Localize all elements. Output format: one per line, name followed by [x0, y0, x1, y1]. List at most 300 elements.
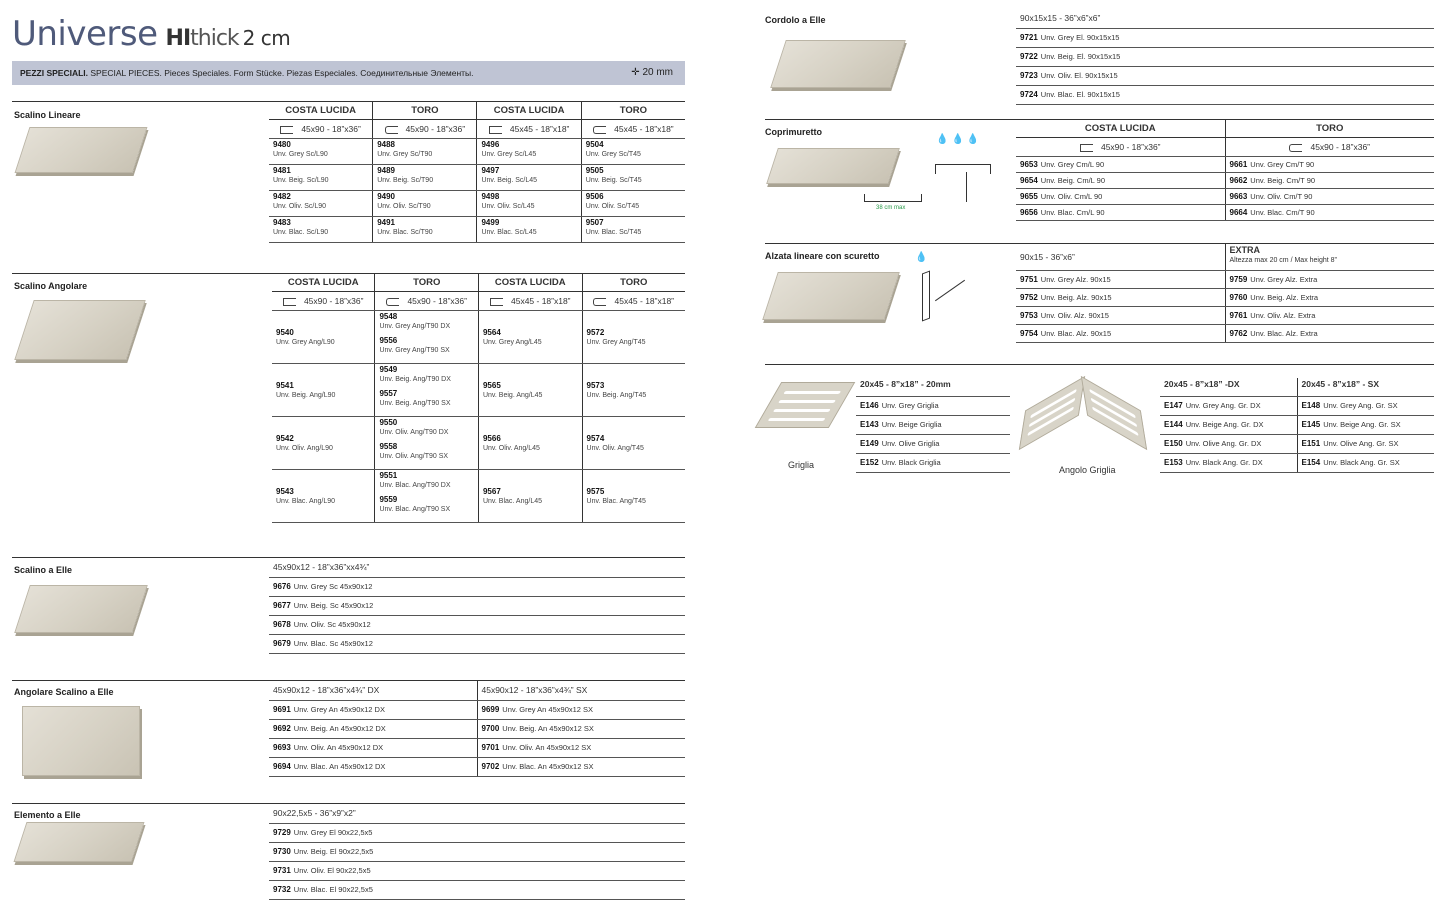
- product-item: [273, 620, 371, 629]
- product-code: 9661: [1229, 160, 1248, 169]
- product-item: [1020, 293, 1112, 302]
- product-description: Unv. Grey El. 90x15x15: [1040, 33, 1120, 42]
- product-code: E145: [1301, 420, 1321, 429]
- product-description: Unv. Grey Ang. Gr. SX: [1323, 401, 1398, 410]
- wall-cap-diagram: [935, 164, 991, 174]
- product-code: 9565: [482, 380, 501, 390]
- table-row: [1016, 288, 1434, 306]
- product-description: Unv. Beig. Sc/T45: [585, 177, 642, 184]
- product-code: 9677: [273, 601, 291, 610]
- size-label: 45x90 - 18”x36”: [407, 296, 467, 306]
- table-row: [1016, 205, 1434, 221]
- product-description: Unv. Blac. Ang/T90 SX: [379, 506, 451, 513]
- product-code: 9761: [1229, 310, 1248, 320]
- product-code: 9550: [379, 418, 398, 427]
- product-code: 9506: [585, 192, 604, 201]
- table-row: [269, 634, 685, 653]
- section-title: Scalino a Elle: [14, 565, 73, 575]
- product-item: [482, 743, 592, 752]
- product-description: Unv. Oliv. Ang/T90 SX: [379, 453, 449, 460]
- section-title: Alzata lineare con scuretto: [765, 251, 880, 261]
- size-label: 90x15 - 36”x6”: [1016, 244, 1225, 270]
- product-item: [1230, 311, 1316, 320]
- size-cell: [582, 292, 685, 311]
- size-label: 45x45 - 18”x18”: [510, 296, 571, 306]
- product-description: Unv. Beig. Sc/T90: [377, 177, 434, 184]
- product-description: Unv. Olive Griglia: [881, 439, 940, 448]
- product-code: 9678: [273, 620, 291, 629]
- product-code: 9701: [481, 743, 500, 752]
- product-code: E151: [1301, 439, 1321, 448]
- column-header: COSTA LUCIDA: [269, 102, 373, 120]
- section-title: Angolare Scalino a Elle: [14, 687, 114, 697]
- product-image: [14, 585, 148, 633]
- product-code: 9480: [273, 140, 291, 149]
- product-description: Unv. Grey Ang/L90: [276, 338, 335, 346]
- product-description: Unv. Grey Alz. 90x15: [1040, 274, 1111, 284]
- product-item: [273, 828, 372, 837]
- product-code: 9574: [586, 433, 605, 443]
- product-description: Unv. Oliv. Ang/T45: [586, 444, 644, 452]
- product-description: Unv. Olive Ang. Gr. SX: [1323, 439, 1399, 448]
- product-code: 9564: [482, 327, 501, 337]
- product-code: 9540: [276, 327, 294, 337]
- size-label: 45x90x12 - 18”x36”x4¾” SX: [477, 681, 685, 700]
- product-code: 9679: [273, 639, 291, 648]
- size-label: 45x90 - 18”x36”: [303, 296, 364, 306]
- table-row: [272, 417, 685, 470]
- product-code: 9490: [377, 192, 395, 201]
- product-item: [860, 420, 942, 429]
- product-code: 9753: [1020, 310, 1038, 320]
- table-row: [272, 311, 685, 364]
- product-code: 9567: [482, 486, 501, 496]
- table-row: [269, 615, 685, 634]
- product-description: Unv. Grey Sc/T90: [377, 151, 433, 158]
- column-header: TORO: [375, 274, 479, 292]
- product-description: Unv. Blac. Ang/L45: [482, 497, 543, 505]
- product-code: 9724: [1020, 90, 1038, 99]
- table-row: [1016, 306, 1434, 324]
- griglia-table: [856, 378, 1010, 473]
- table-row: [269, 880, 685, 899]
- product-description: Unv. Blac. Sc 45x90x12: [293, 639, 373, 648]
- product-item: [273, 705, 385, 714]
- product-description: Unv. Beig. An 45x90x12 DX: [293, 724, 386, 733]
- product-description: Unv. Black Ang. Gr. DX: [1185, 458, 1263, 467]
- column-header: COSTA LUCIDA: [477, 102, 581, 120]
- size-cell: [269, 120, 373, 139]
- product-description: Unv. Beig. Sc 45x90x12: [293, 601, 374, 610]
- product-description: Unv. Oliv. Ang/T90 DX: [379, 429, 449, 436]
- max-width-note: 38 cm max: [876, 205, 906, 211]
- size-label: 45x90 - 18”x36”: [1100, 142, 1161, 152]
- product-description: Unv. Blac. Sc/T90: [377, 229, 433, 236]
- table-row: [272, 364, 685, 417]
- table-row: [269, 738, 685, 757]
- section-title: Scalino Lineare: [14, 110, 81, 120]
- column-header: COSTA LUCIDA: [478, 274, 582, 292]
- product-code: 9559: [379, 495, 398, 504]
- product-item: [273, 762, 385, 771]
- table-row: [269, 191, 685, 217]
- product-description: Unv. Beig. Ang/L45: [482, 391, 543, 399]
- product-code: E153: [1164, 458, 1183, 467]
- water-drops-icon: 💧💧💧: [936, 134, 983, 145]
- product-item: [1020, 71, 1118, 80]
- product-description: Unv. Blac. Alz. 90x15: [1040, 328, 1112, 338]
- column-header: TORO: [1225, 120, 1434, 138]
- table-row: [269, 217, 685, 243]
- bullnose-edge-icon: [593, 298, 606, 306]
- table-row: [269, 596, 685, 615]
- size-label: 45x90 - 18”x36”: [405, 124, 466, 134]
- product-description: Unv. Grey Ang/L45: [482, 338, 542, 346]
- product-description: Unv. Blac. An 45x90x12 SX: [502, 762, 594, 771]
- square-edge-icon: [489, 126, 502, 134]
- product-code: 9730: [273, 847, 291, 856]
- product-code: 9702: [481, 762, 500, 771]
- product-code: E144: [1164, 420, 1183, 429]
- product-description: Unv. Black Griglia: [881, 458, 941, 467]
- scalino-elle-table: [269, 558, 685, 654]
- product-code: 9663: [1229, 192, 1248, 201]
- angolo-griglia-left-image: [1019, 376, 1085, 450]
- column-header: COSTA LUCIDA: [1016, 120, 1225, 138]
- depth-value: 20 mm: [642, 67, 673, 78]
- table-row: [269, 842, 685, 861]
- product-description: Unv. Blac. Ang/T45: [586, 497, 646, 505]
- product-description: Unv. Grey Sc/L90: [273, 151, 328, 158]
- size-cell: [581, 120, 685, 139]
- table-row: [269, 861, 685, 880]
- product-code: 9691: [273, 705, 291, 714]
- product-code: 9662: [1229, 176, 1248, 185]
- cordolo-table: [1016, 9, 1434, 105]
- product-code: 9566: [482, 433, 501, 443]
- product-code: 9551: [379, 471, 398, 480]
- product-description: Unv. Beig. Alz. 90x15: [1040, 292, 1112, 302]
- product-item: [482, 724, 594, 733]
- size-cell: [272, 292, 375, 311]
- table-row: [269, 757, 685, 776]
- table-row: [1016, 66, 1434, 85]
- column-header: COSTA LUCIDA: [272, 274, 375, 292]
- product-code: 9499: [481, 218, 500, 227]
- product-description: Unv. Grey Ang. Gr. DX: [1185, 401, 1261, 410]
- product-item: [1020, 275, 1111, 284]
- product-code: 9482: [273, 192, 291, 201]
- product-code: 9543: [276, 486, 294, 496]
- square-edge-icon: [490, 298, 503, 306]
- product-item: [1230, 329, 1318, 338]
- table-row: [269, 719, 685, 738]
- product-code: 9504: [585, 140, 604, 149]
- product-code: 9573: [586, 380, 605, 390]
- product-item: [1020, 52, 1120, 61]
- table-row: [1016, 47, 1434, 66]
- product-item: [1230, 293, 1319, 302]
- divider: [765, 364, 1434, 365]
- product-description: Unv. Oliv. Ang/L45: [482, 444, 540, 452]
- product-description: Unv. Grey An 45x90x12 SX: [502, 705, 594, 714]
- table-row: [269, 139, 685, 165]
- table-row: [269, 165, 685, 191]
- product-description: Unv. Oliv. El 90x22,5x5: [293, 866, 371, 875]
- product-code: E152: [860, 458, 879, 467]
- table-row: [1160, 396, 1434, 415]
- product-description: Unv. Blac. Ang/T90 DX: [379, 482, 451, 489]
- product-code: 9558: [379, 442, 398, 451]
- product-item: [1302, 401, 1398, 410]
- product-code: 9491: [377, 218, 395, 227]
- product-code: 9759: [1229, 274, 1248, 284]
- water-drops-icon: 💧: [915, 252, 928, 263]
- product-description: Unv. Blac. An 45x90x12 DX: [293, 762, 386, 771]
- product-code: 9556: [379, 336, 398, 345]
- product-item: [1230, 176, 1316, 185]
- size-label: 45x90x12 - 18”x36”x4¾” DX: [269, 681, 477, 700]
- product-item: [1020, 192, 1102, 201]
- griglia-caption: Griglia: [788, 460, 815, 470]
- product-description: Unv. Blac. Alz. Extra: [1250, 328, 1318, 338]
- product-code: 9488: [377, 140, 395, 149]
- product-description: Unv. Beige Griglia: [881, 420, 942, 429]
- product-code: E146: [860, 401, 879, 410]
- size-label: 20x45 - 8”x18” - SX: [1297, 378, 1434, 396]
- product-description: Unv. Oliv. Sc/T45: [585, 203, 640, 210]
- product-code: 9654: [1020, 176, 1038, 185]
- product-item: [273, 743, 383, 752]
- product-code: 9489: [377, 166, 395, 175]
- size-cell: [477, 120, 581, 139]
- product-code: 9692: [273, 724, 291, 733]
- product-item: [1020, 90, 1120, 99]
- product-code: 9505: [585, 166, 604, 175]
- product-image: [766, 148, 900, 184]
- product-description: Unv. Grey Sc/L45: [481, 151, 537, 158]
- extra-title: EXTRA: [1229, 245, 1261, 255]
- product-item: [273, 724, 386, 733]
- product-description: Unv. Beig. Ang/T90 SX: [379, 400, 451, 407]
- product-description: Unv. Beig. Ang/T45: [586, 391, 647, 399]
- bullnose-edge-icon: [1289, 144, 1302, 152]
- product-item: [1020, 329, 1111, 338]
- product-code: 9751: [1020, 274, 1038, 284]
- product-code: 9729: [273, 828, 291, 837]
- elemento-elle-table: [269, 804, 685, 900]
- product-code: 9507: [585, 218, 604, 227]
- product-description: Unv. Blac. El 90x22,5x5: [293, 885, 373, 894]
- product-description: Unv. Beig. Ang/L90: [276, 391, 336, 399]
- product-code: 9655: [1020, 192, 1038, 201]
- table-row: [269, 577, 685, 596]
- alzata-table: [1016, 244, 1434, 343]
- section-title: Cordolo a Elle: [765, 15, 826, 25]
- product-description: Unv. Beig. Sc/L90: [273, 177, 329, 184]
- product-description: Unv. Oliv. Sc/T90: [377, 203, 431, 210]
- bullnose-edge-icon: [386, 298, 399, 306]
- table-row: [1016, 85, 1434, 104]
- product-image: [14, 822, 145, 862]
- table-row: [1160, 434, 1434, 453]
- product-item: [1230, 192, 1313, 201]
- size-cell: [373, 120, 477, 139]
- bullnose-edge-icon: [593, 126, 606, 134]
- product-code: 9498: [481, 192, 500, 201]
- table-row: [1016, 324, 1434, 342]
- extra-note: Altezza max 20 cm / Max height 8”: [1229, 257, 1337, 264]
- product-description: Unv. Grey Sc/T45: [585, 151, 641, 158]
- product-code: 9548: [379, 312, 398, 321]
- size-label: 20x45 - 8”x18” -DX: [1160, 378, 1297, 396]
- special-pieces-banner: [12, 61, 685, 85]
- product-description: Unv. Oliv. Sc 45x90x12: [293, 620, 371, 629]
- product-code: 9481: [273, 166, 291, 175]
- profile-diagram: [864, 194, 922, 202]
- product-item: [860, 439, 939, 448]
- product-description: Unv. Beig. Cm/L 90: [1040, 176, 1105, 185]
- product-description: Unv. Beig. An 45x90x12 SX: [502, 724, 594, 733]
- table-row: [856, 415, 1010, 434]
- riser-diagram: [922, 271, 930, 322]
- table-row: [269, 823, 685, 842]
- product-code: 9557: [379, 389, 398, 398]
- product-image: [770, 40, 906, 88]
- product-description: Unv. Grey Cm/L 90: [1040, 160, 1105, 169]
- product-description: Unv. Beig. Sc/L45: [481, 177, 537, 184]
- section-title: Scalino Angolare: [14, 281, 88, 291]
- table-row: [1016, 189, 1434, 205]
- product-description: Unv. Blac. Sc/T45: [585, 229, 642, 236]
- table-row: [1016, 270, 1434, 288]
- title-text: Universe: [12, 14, 158, 54]
- product-item: [273, 582, 372, 591]
- product-item: [1164, 401, 1261, 410]
- product-code: 9541: [276, 380, 294, 390]
- product-item: [1230, 160, 1315, 169]
- bullnose-edge-icon: [385, 126, 398, 134]
- product-description: Unv. Oliv. An 45x90x12 SX: [502, 743, 592, 752]
- product-item: [273, 866, 371, 875]
- product-item: [1302, 458, 1400, 467]
- product-code: E148: [1301, 401, 1321, 410]
- product-description: Unv. Blac. Cm/L 90: [1040, 208, 1105, 217]
- product-description: Unv. Blac. Ang/L90: [276, 497, 336, 505]
- product-description: Unv. Blac. Sc/L90: [273, 229, 329, 236]
- product-code: 9653: [1020, 160, 1038, 169]
- product-description: Unv. Grey Alz. Extra: [1250, 274, 1318, 284]
- column-header: TORO: [582, 274, 685, 292]
- column-header: TORO: [581, 102, 685, 120]
- brand-thin: thick: [190, 26, 239, 51]
- product-code: 9699: [481, 705, 500, 714]
- product-image: [15, 127, 148, 173]
- product-code: 9664: [1229, 208, 1248, 217]
- product-item: [860, 401, 939, 410]
- product-code: 9549: [379, 365, 398, 374]
- size-cell: [478, 292, 582, 311]
- thickness-label: 2 cm: [242, 26, 291, 50]
- product-description: Unv. Oliv. Alz. Extra: [1250, 310, 1316, 320]
- product-code: E147: [1164, 401, 1183, 410]
- product-image: [762, 272, 900, 320]
- product-description: Unv. Oliv. Sc/L45: [481, 203, 535, 210]
- banner-text: SPECIAL PIECES. Pieces Speciales. Form Stücke. Piezas Especiales. Соединительные Элементы.: [88, 68, 474, 78]
- table-row: [856, 434, 1010, 453]
- product-description: Unv. Olive Ang. Gr. DX: [1185, 439, 1262, 448]
- table-row: [856, 396, 1010, 415]
- product-code: 9700: [481, 724, 500, 733]
- product-item: [1020, 208, 1105, 217]
- product-code: 9762: [1229, 328, 1248, 338]
- table-row: [1160, 415, 1434, 434]
- square-edge-icon: [280, 126, 293, 134]
- product-description: Unv. Beig. El 90x22,5x5: [293, 847, 374, 856]
- size-label: 45x45 - 18”x18”: [509, 124, 570, 134]
- product-description: Unv. Beig. Ang/T90 DX: [379, 376, 451, 383]
- size-cell: [375, 292, 479, 311]
- product-description: Unv. Oliv. An 45x90x12 DX: [293, 743, 384, 752]
- brand-bold: HI: [165, 26, 191, 51]
- product-image: [14, 300, 145, 360]
- brand-logo: [166, 26, 239, 51]
- riser-line-diagram: [935, 280, 965, 301]
- product-code: 9723: [1020, 71, 1038, 80]
- product-code: 9496: [481, 140, 500, 149]
- product-code: 9694: [273, 762, 291, 771]
- product-item: [1164, 439, 1261, 448]
- product-description: Unv. Grey Cm/T 90: [1250, 160, 1315, 169]
- product-description: Unv. Grey El 90x22,5x5: [293, 828, 373, 837]
- table-row: [269, 700, 685, 719]
- product-code: 9497: [481, 166, 500, 175]
- product-image: [22, 706, 140, 776]
- product-code: E154: [1301, 458, 1321, 467]
- product-description: Unv. Beige Ang. Gr. SX: [1323, 420, 1401, 429]
- size-label: 45x90 - 18”x36”: [301, 124, 361, 134]
- product-description: Unv. Oliv. Cm/T 90: [1250, 192, 1313, 201]
- size-cell: [1225, 138, 1434, 157]
- product-item: [273, 639, 373, 648]
- table-row: [1016, 28, 1434, 47]
- product-description: Unv. Oliv. Ang/L90: [276, 444, 333, 452]
- product-description: Unv. Blac. El. 90x15x15: [1040, 90, 1120, 99]
- product-description: Unv. Oliv. Sc/L90: [273, 203, 327, 210]
- square-edge-icon: [283, 298, 296, 306]
- banner-bold: PEZZI SPECIALI.: [20, 68, 89, 78]
- size-label: 45x45 - 18”x18”: [614, 296, 675, 306]
- scalino-angolare-table: [272, 274, 685, 523]
- table-row: [1016, 157, 1434, 173]
- product-item: [1302, 439, 1399, 448]
- product-description: Unv. Grey Sc 45x90x12: [293, 582, 373, 591]
- angolo-griglia-table: [1160, 378, 1434, 473]
- product-code: 9542: [276, 433, 294, 443]
- size-label: 90x15x15 - 36”x6”x6”: [1016, 9, 1434, 28]
- square-edge-icon: [1080, 144, 1093, 152]
- product-code: 9676: [273, 582, 291, 591]
- product-description: Unv. Oliv. Alz. 90x15: [1040, 310, 1109, 320]
- product-item: [273, 601, 373, 610]
- table-row: [856, 453, 1010, 472]
- extra-cell: [1225, 244, 1434, 270]
- angolo-griglia-right-image: [1081, 376, 1147, 450]
- product-item: [1020, 176, 1105, 185]
- table-row: [272, 470, 685, 523]
- size-label: 90x22,5x5 - 36”x9”x2”: [269, 804, 685, 823]
- wall-line-diagram: [966, 172, 967, 202]
